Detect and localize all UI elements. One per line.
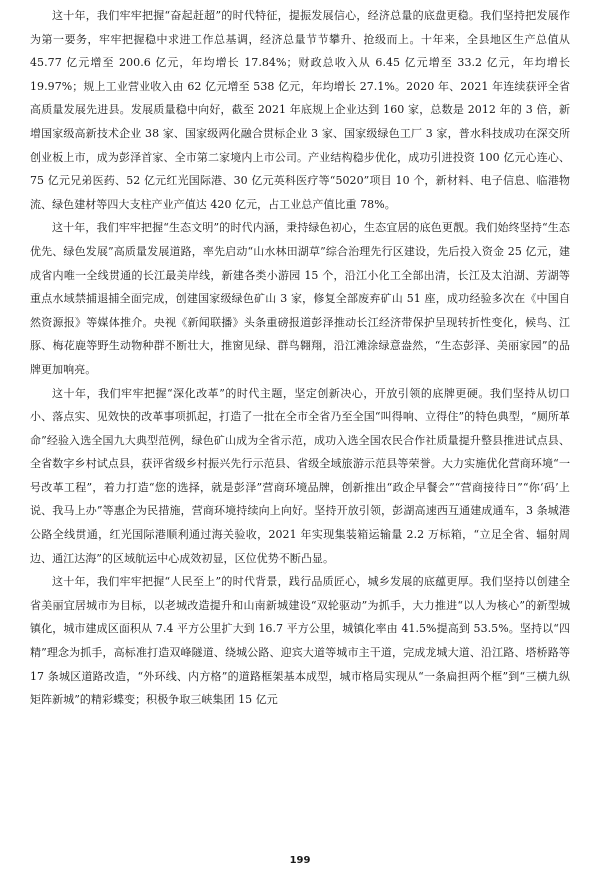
paragraph-people: 这十年，我们牢牢把握“人民至上”的时代背景，践行品质匠心，城乡发展的底蕴更厚。我们坚持以创建全省美丽宜居城市为目标，以老城改造提升和山南新城建设“双轮驱动”为抓手，大力推进“以人为核心”的新型城镇化，城市建成区面积从 7.4 平方公里扩大到 16.7 平方公里，城镇化率由 41.5%提高到 53.5%。坚持以“四精”理念为抓手，高标准打造双峰隧道、绕城公路、迎宾大道等城市主干道，完成龙城大道、沿江路、塔桥路等 17 条城区道路改造，“外环线、内方格”的道路框架基本成型，城市格局实现从“一条扁担两个框”到“三横九纵矩阵新城”的精彩蝶变；积极争取三峡集团 15 亿元 <box>30 575 570 707</box>
paragraph-reform: 这十年，我们牢牢把握“深化改革”的时代主题，坚定创新决心，开放引领的底牌更硬。我们坚持从切口小、落点实、见效快的改革事项抓起，打造了一批在全市全省乃至全国“叫得响、立得住”的特色典型，“厕所革命”经验入选全国九大典型范例，绿色矿山成为全省示范，成功入选全国农民合作社质量提升整县推进试点县、全省数字乡村试点县，获评省级乡村振兴先行示范县、省级全域旅游示范县等荣誉。大力实施优化营商环境“一号改革工程”，着力打造“您的选择，就是彭泽”营商环境品牌，创新推出“政企早餐会”“营商接待日”“你‘码’上说、我马上办”等惠企为民措施，营商环境持续向上向好。坚持开放引领，彭湖高速西互通建成通车，3 条城港公路全线贯通，红光国际港顺利通过海关验收，2021 年实现集装箱运输量 2.2 万标箱，“立足全省、辐射周边、通江达海”的区域航运中心成效初显，区位优势不断凸显。 <box>30 386 570 565</box>
paragraph-economy: 这十年，我们牢牢把握“奋起赶超”的时代特征，提振发展信心，经济总量的底盘更稳。我们坚持把发展作为第一要务，牢牢把握稳中求进工作总基调，经济总量节节攀升、抢级而上。十年来，全县地区生产总值从 45.77 亿元增至 200.6 亿元，年均增长 17.84%；财政总收入从 6.45 亿元增至 33.2 亿元，年均增长 19.97%；规上工业营业收入由 62 亿元增至 538 亿元，年均增长 27.1%。2020 年、2021 年连续获评全省高质量发展先进县。发展质量稳中向好，截至 2021 年底规上企业达到 160 家，总数是 2012 年的 3 倍，新增国家级高新技术企业 38 家、国家级两化融合贯标企业 3 家、国家级绿色工厂 3 家，普水科技成功在深交所创业板上市，成为彭泽首家、全市第二家境内上市公司。产业结构稳步优化，成功引进投资 100 亿元心连心、75 亿元兄弟医药、52 亿元红光国际港、30 亿元英科医疗等“5020”项目 10 个，新材料、电子信息、临港物流、绿色建材等四大支柱产业产值达 420 亿元，占工业总产值比重 78%。 <box>30 9 570 211</box>
paragraph-ecology: 这十年，我们牢牢把握“生态文明”的时代内涵，秉持绿色初心，生态宜居的底色更靓。我们始终坚持“生态优先、绿色发展”高质量发展道路，率先启动“山水林田湖草”综合治理先行区建设，先后投入资金 25 亿元，建成省内唯一全线贯通的长江最美岸线，新建各类小游园 15 个，沿江小化工全部出清，长江及太泊湖、芳湖等重点水域禁捕退捕全面完成，创建国家级绿色矿山 3 家，修复全部废弃矿山 51 座，成功经验多次在《中国自然资源报》等媒体推介。央视《新闻联播》头条重磅报道彭泽推动长江经济带保护呈现转折性变化，候鸟、江豚、梅花鹿等野生动物种群不断壮大，推窗见绿、群鸟翱翔，沿江滩涂绿意盎然，“生态彭泽、美丽家园”的品牌更加响亮。 <box>30 221 570 376</box>
page-number: 199 <box>289 855 311 866</box>
